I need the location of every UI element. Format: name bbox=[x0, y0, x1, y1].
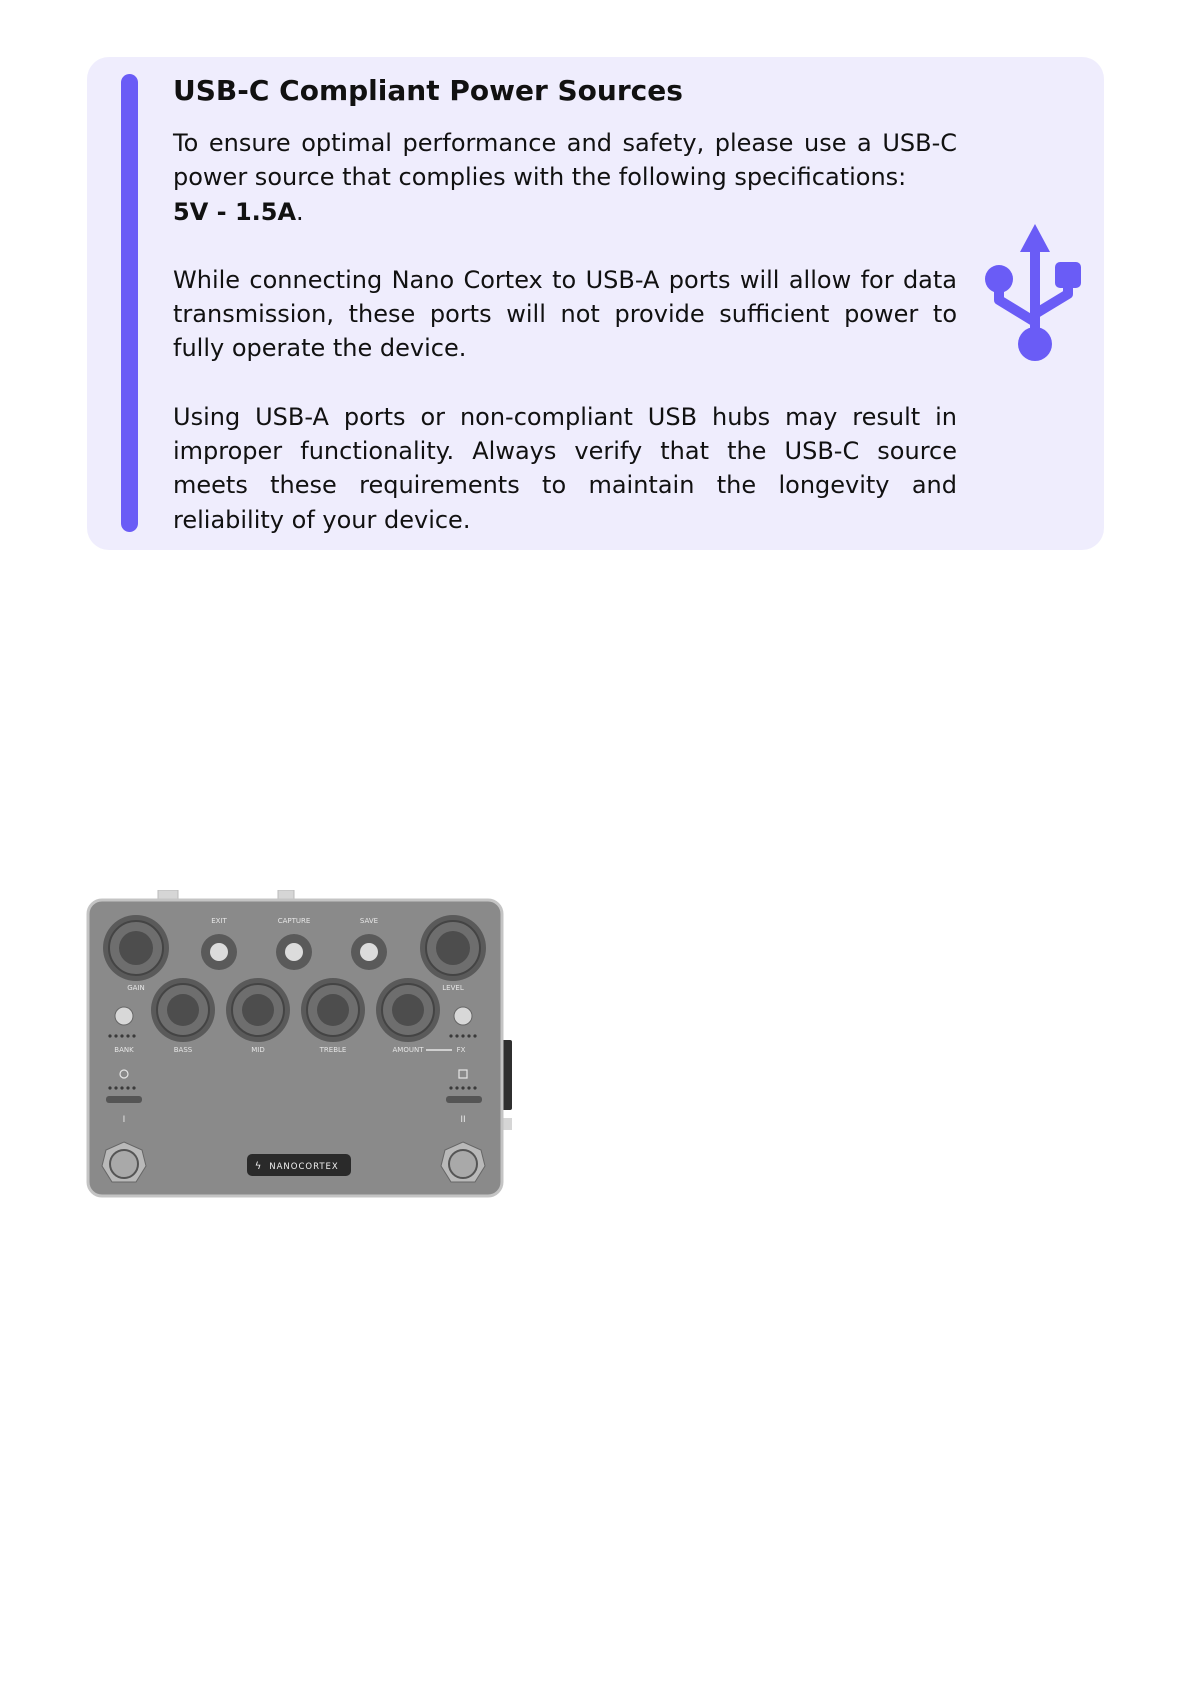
label-capture: CAPTURE bbox=[277, 917, 311, 925]
treble-knob bbox=[301, 978, 365, 1042]
gain-knob bbox=[103, 915, 169, 981]
callout-paragraph-1-text: To ensure optimal performance and safety, please use a USB-C power source that complies with the following specifications: bbox=[173, 129, 957, 192]
capture-button bbox=[276, 934, 312, 970]
logo-lightning-icon: ϟ bbox=[254, 1161, 262, 1172]
label-save: SAVE bbox=[359, 917, 379, 925]
amount-knob bbox=[376, 978, 440, 1042]
label-gain: GAIN bbox=[127, 984, 145, 992]
label-level: LEVEL bbox=[442, 984, 464, 992]
callout-paragraph-3: Using USB-A ports or non-compliant USB hubs may result in improper functionality. Always verify that the USB-C source meets these requirements to maintain the longevity and reliability of your device. bbox=[173, 402, 957, 534]
label-treble: TREBLE bbox=[319, 1046, 347, 1054]
label-bank: BANK bbox=[114, 1046, 134, 1054]
label-fx: FX bbox=[456, 1046, 466, 1054]
power-spec: 5V - 1.5A bbox=[173, 197, 297, 226]
label-exit: EXIT bbox=[211, 917, 227, 925]
mid-knob bbox=[226, 978, 290, 1042]
level-knob bbox=[420, 915, 486, 981]
exit-button bbox=[201, 934, 237, 970]
label-footswitch-1: I bbox=[122, 1115, 126, 1125]
label-footswitch-2: II bbox=[460, 1115, 466, 1125]
footswitch-1-led-bar bbox=[106, 1096, 142, 1103]
usb-icon bbox=[985, 222, 1085, 368]
callout-body bbox=[173, 126, 957, 537]
nano-cortex-pedal-illustration bbox=[86, 890, 516, 1210]
callout-title: USB-C Compliant Power Sources bbox=[173, 74, 683, 107]
footswitch-2-led-bar bbox=[446, 1096, 482, 1103]
power-spec-suffix: . bbox=[296, 197, 304, 226]
label-bass: BASS bbox=[173, 1046, 193, 1054]
logo-text: NANOCORTEX bbox=[269, 1162, 339, 1172]
save-button bbox=[351, 934, 387, 970]
label-mid: MID bbox=[251, 1046, 265, 1054]
callout-paragraph-2: While connecting Nano Cortex to USB-A ports will allow for data transmission, these ports will not provide sufficient power to fully operate the device. bbox=[173, 265, 957, 363]
bank-button bbox=[115, 1007, 133, 1025]
label-amount: AMOUNT bbox=[392, 1046, 424, 1054]
bass-knob bbox=[151, 978, 215, 1042]
callout-paragraph-1 bbox=[173, 126, 957, 229]
fx-button bbox=[454, 1007, 472, 1025]
usb-power-callout bbox=[87, 57, 1104, 550]
callout-accent-bar bbox=[121, 74, 138, 532]
